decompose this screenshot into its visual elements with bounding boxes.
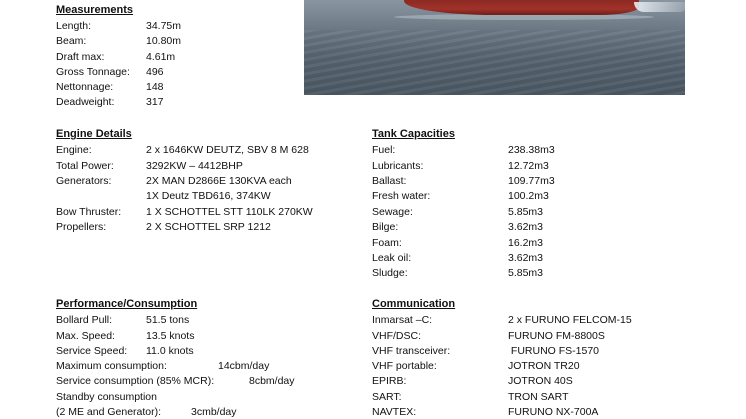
row-label: Bow Thruster: xyxy=(56,206,122,218)
engine-details-title: Engine Details xyxy=(56,128,132,140)
row-value: 3.62m3 xyxy=(508,221,544,233)
row-label: Max. Speed: xyxy=(56,330,115,342)
communication-title: Communication xyxy=(372,298,456,310)
row-label: VHF portable: xyxy=(372,360,437,372)
water-texture xyxy=(304,30,685,95)
row-value: JOTRON 40S xyxy=(508,375,573,387)
row-value: 16.2m3 xyxy=(508,237,544,249)
row-label: Gross Tonnage: xyxy=(56,66,130,78)
row-label: Deadweight: xyxy=(56,96,115,108)
row-value: 51.5 tons xyxy=(146,314,190,326)
row-label: Propellers: xyxy=(56,221,107,233)
row-value: 2 x FURUNO FELCOM-15 xyxy=(508,314,632,326)
row-value: 148 xyxy=(146,81,164,93)
row-label: Length: xyxy=(56,20,92,32)
row-value: 11.0 knots xyxy=(146,345,194,357)
row-value: FURUNO FS-1570 xyxy=(508,345,600,357)
row-label: Nettonnage: xyxy=(56,81,114,93)
row-label: VHF/DSC: xyxy=(372,330,422,342)
row-label: Generators: xyxy=(56,175,112,187)
row-label: Bilge: xyxy=(372,221,399,233)
row-label: NAVTEX: xyxy=(372,406,417,418)
row-value: 5.85m3 xyxy=(508,267,544,279)
row-value: 2X MAN D2866E 130KVA each xyxy=(146,175,292,187)
row-value: 4.61m xyxy=(146,51,176,63)
row-value: 100.2m3 xyxy=(508,190,549,202)
vessel-photo xyxy=(304,0,685,95)
row-value: 13.5 knots xyxy=(146,330,195,342)
row-value: 14cbm/day xyxy=(218,360,270,372)
row-label: Foam: xyxy=(372,237,402,249)
row-value: 496 xyxy=(146,66,164,78)
row-label: Sewage: xyxy=(372,206,413,218)
row-value: JOTRON TR20 xyxy=(508,360,580,372)
row-label: VHF transceiver: xyxy=(372,345,451,357)
row-value: 3.62m3 xyxy=(508,252,544,264)
row-value: 3cmb/day xyxy=(191,406,237,418)
row-value: 10.80m xyxy=(146,35,182,47)
row-value: 1X Deutz TBD616, 374KW xyxy=(146,190,271,202)
row-label: Sludge: xyxy=(372,267,408,279)
row-label: Fuel: xyxy=(372,144,396,156)
bow-wave xyxy=(634,2,685,12)
vessel-hull xyxy=(404,0,639,15)
row-label: SART: xyxy=(372,391,402,403)
row-label: Leak oil: xyxy=(372,252,412,264)
row-value: 1 X SCHOTTEL STT 110LK 270KW xyxy=(146,206,313,218)
row-label: Ballast: xyxy=(372,175,407,187)
row-label: Draft max: xyxy=(56,51,105,63)
tank-capacities-title: Tank Capacities xyxy=(372,128,455,140)
row-value: 12.72m3 xyxy=(508,160,549,172)
row-value: FURUNO NX-700A xyxy=(508,406,599,418)
performance-title: Performance/Consumption xyxy=(56,298,198,310)
row-value: TRON SART xyxy=(508,391,569,403)
row-label: Service Speed: xyxy=(56,345,128,357)
row-value: 3292KW – 4412BHP xyxy=(146,160,243,172)
row-value: FURUNO FM-8800S xyxy=(508,330,605,342)
row-label: EPIRB: xyxy=(372,375,407,387)
row-label: (2 ME and Generator): xyxy=(56,406,162,418)
measurements-title: Measurements xyxy=(56,4,134,16)
row-value: 238.38m3 xyxy=(508,144,555,156)
row-label: Beam: xyxy=(56,35,87,47)
row-value: 5.85m3 xyxy=(508,206,544,218)
row-value: 8cbm/day xyxy=(249,375,295,387)
row-label: Maximum consumption: xyxy=(56,360,167,372)
row-value: 34.75m xyxy=(146,20,182,32)
row-value: 2 X SCHOTTEL SRP 1212 xyxy=(146,221,271,233)
row-value: 109.77m3 xyxy=(508,175,555,187)
row-label: Inmarsat –C: xyxy=(372,314,433,326)
row-value: 2 x 1646KW DEUTZ, SBV 8 M 628 xyxy=(146,144,309,156)
row-label: Standby consumption xyxy=(56,391,157,403)
row-label: Fresh water: xyxy=(372,190,431,202)
row-label: Bollard Pull: xyxy=(56,314,113,326)
row-label: Lubricants: xyxy=(372,160,424,172)
row-label: Service consumption (85% MCR): xyxy=(56,375,215,387)
row-label: Total Power: xyxy=(56,160,114,172)
row-label: Engine: xyxy=(56,144,92,156)
row-value: 317 xyxy=(146,96,164,108)
